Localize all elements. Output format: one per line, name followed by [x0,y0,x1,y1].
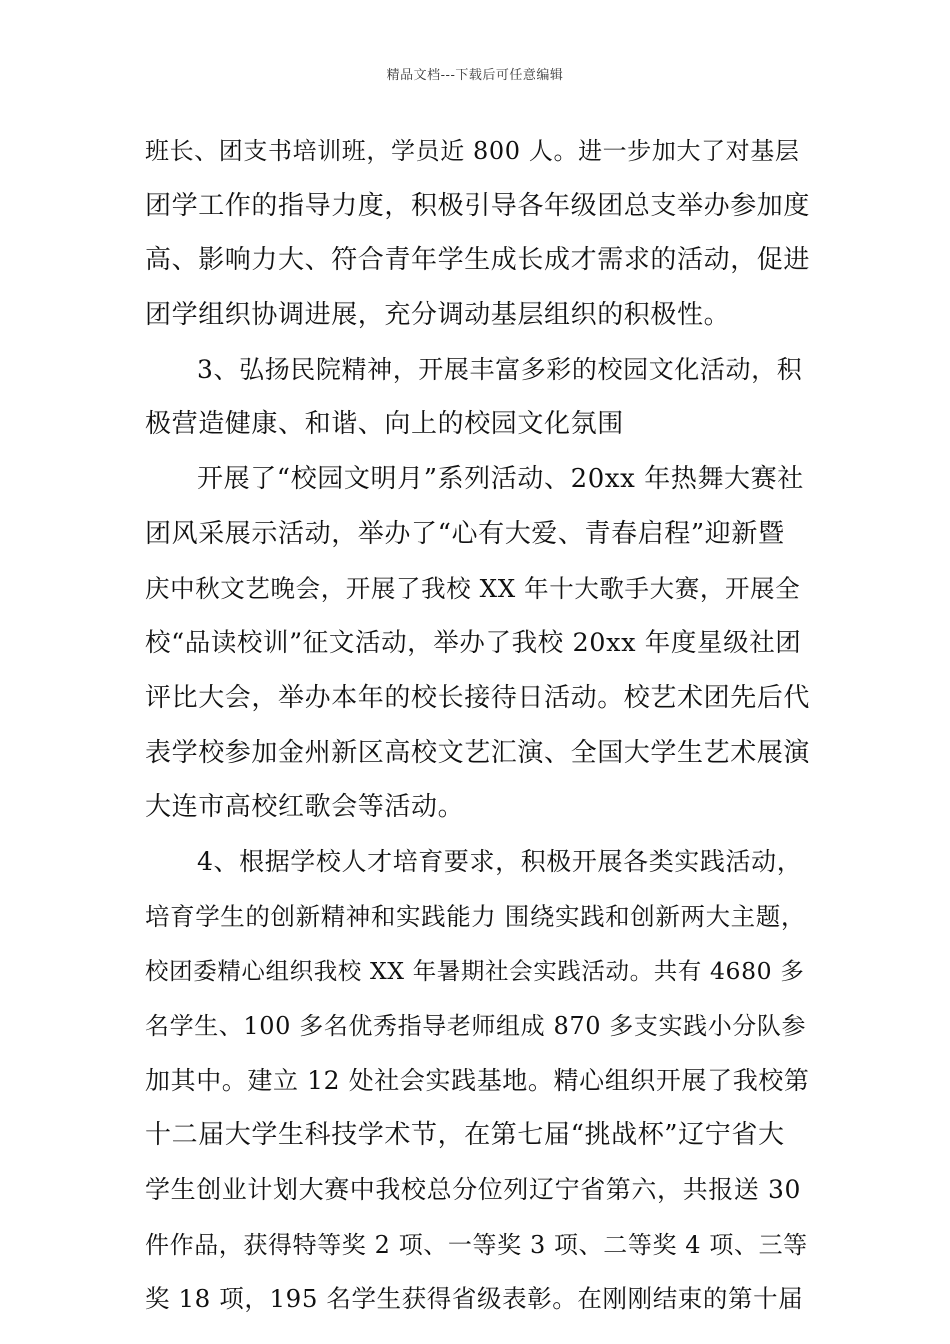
body-text [145,124,810,1327]
text-line: 高、影响力大、符合青年学生成长成才需求的活动，促进 [145,245,811,276]
text-line: 校“品读校训”征文活动，举办了我校 20xx 年度星级社团 [145,628,802,659]
text-line: 评比大会，举办本年的校长接待日活动。校艺术团先后代 [145,682,811,713]
text-line: 团学组织协调进展，充分调动基层组织的积极性。 [145,300,731,331]
text-line: 名学生、100 多名优秀指导老师组成 870 多支实践小分队参 [145,1012,807,1040]
text-line: 校团委精心组织我校 XX 年暑期社会实践活动。共有 4680 多 [145,957,805,986]
text-line: 3、弘扬民院精神，开展丰富多彩的校园文化活动，积 [197,354,803,384]
text-line: 团风采展示活动，举办了“心有大爱、青春启程”迎新暨 [145,518,785,549]
text-line: 奖 18 项，195 名学生获得省级表彰。在刚刚结束的第十届 [145,1284,804,1314]
text-line: 大连市高校红歌会等活动。 [145,792,465,823]
text-line: 表学校参加金州新区高校文艺汇演、全国大学生艺术展演 [145,737,811,768]
text-line: 庆中秋文艺晚会，开展了我校 XX 年十大歌手大赛，开展全 [145,573,801,603]
text-line: 极营造健康、和谐、向上的校园文化氛围 [145,409,624,440]
text-line: 开展了“校园文明月”系列活动、20xx 年热舞大赛社 [197,464,804,495]
text-line: 培育学生的创新精神和实践能力 围绕实践和创新两大主题， [145,901,806,931]
text-line: 加其中。建立 12 处社会实践基地。精心组织开展了我校第 [145,1065,810,1095]
text-line: 件作品，获得特等奖 2 项、一等奖 3 项、二等奖 4 项、三等 [145,1230,808,1259]
text-line: 十二届大学生科技学术节，在第七届“挑战杯”辽宁省大 [145,1120,785,1151]
text-line: 团学工作的指导力度，积极引导各年级团总支举办参加度 [145,190,811,221]
text-line: 班长、团支书培训班，学员近 800 人。进一步加大了对基层 [145,137,800,165]
text-line: 学生创业计划大赛中我校总分位列辽宁省第六，共报送 30 [145,1175,801,1205]
text-line: 4、根据学校人才培育要求，积极开展各类实践活动， [197,846,803,876]
page-header: 精品文档---下载后可任意编辑 [386,68,564,83]
